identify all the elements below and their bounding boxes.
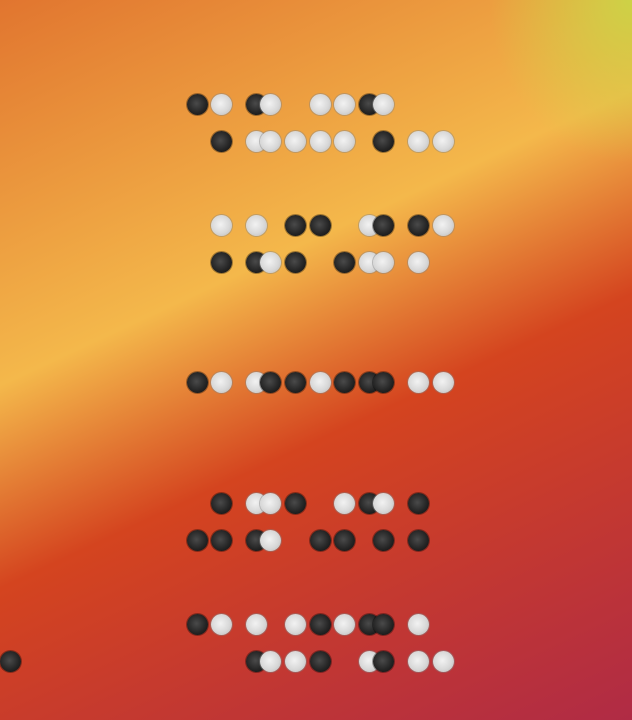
white-dot — [310, 131, 331, 152]
white-dot — [408, 372, 429, 393]
black-dot — [334, 530, 355, 551]
white-dot — [334, 94, 355, 115]
white-dot — [433, 131, 454, 152]
white-dot — [285, 614, 306, 635]
white-dot — [373, 493, 394, 514]
white-dot — [260, 252, 281, 273]
black-dot — [310, 614, 331, 635]
black-dot — [285, 493, 306, 514]
black-dot — [408, 530, 429, 551]
row-6 — [0, 492, 632, 516]
black-dot — [373, 131, 394, 152]
white-dot — [260, 94, 281, 115]
white-dot — [373, 252, 394, 273]
black-dot — [211, 493, 232, 514]
white-dot — [260, 493, 281, 514]
row-7 — [0, 529, 632, 553]
black-dot — [373, 614, 394, 635]
black-dot — [187, 530, 208, 551]
black-dot — [211, 131, 232, 152]
black-dot — [334, 372, 355, 393]
white-dot — [334, 614, 355, 635]
black-dot — [187, 94, 208, 115]
white-dot — [285, 651, 306, 672]
white-dot — [433, 215, 454, 236]
white-dot — [433, 372, 454, 393]
white-dot — [260, 651, 281, 672]
white-dot — [260, 131, 281, 152]
white-dot — [310, 372, 331, 393]
black-dot — [408, 215, 429, 236]
white-dot — [260, 530, 281, 551]
black-dot — [373, 215, 394, 236]
black-dot — [187, 372, 208, 393]
black-dot — [373, 530, 394, 551]
white-dot — [310, 94, 331, 115]
black-dot — [187, 614, 208, 635]
white-dot — [285, 131, 306, 152]
white-dot — [408, 651, 429, 672]
white-dot — [211, 215, 232, 236]
white-dot — [211, 94, 232, 115]
row-1 — [0, 93, 632, 117]
white-dot — [246, 614, 267, 635]
black-dot — [0, 651, 21, 672]
row-8 — [0, 613, 632, 637]
black-dot — [334, 252, 355, 273]
black-dot — [211, 530, 232, 551]
black-dot — [285, 215, 306, 236]
white-dot — [408, 614, 429, 635]
black-dot — [260, 372, 281, 393]
black-dot — [373, 372, 394, 393]
row-5 — [0, 371, 632, 395]
white-dot — [373, 94, 394, 115]
black-dot — [310, 215, 331, 236]
black-dot — [408, 493, 429, 514]
black-dot — [373, 651, 394, 672]
black-dot — [211, 252, 232, 273]
black-dot — [310, 651, 331, 672]
white-dot — [334, 131, 355, 152]
black-dot — [310, 530, 331, 551]
row-3 — [0, 214, 632, 238]
white-dot — [334, 493, 355, 514]
black-dot — [285, 372, 306, 393]
white-dot — [408, 131, 429, 152]
white-dot — [211, 614, 232, 635]
white-dot — [211, 372, 232, 393]
black-dot — [285, 252, 306, 273]
row-9 — [0, 650, 632, 674]
row-4 — [0, 251, 632, 275]
white-dot — [408, 252, 429, 273]
row-2 — [0, 130, 632, 154]
white-dot — [433, 651, 454, 672]
white-dot — [246, 215, 267, 236]
